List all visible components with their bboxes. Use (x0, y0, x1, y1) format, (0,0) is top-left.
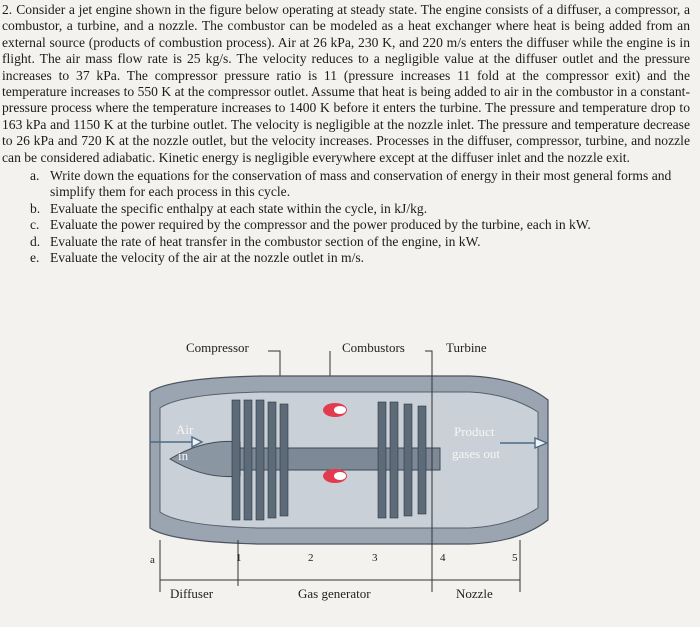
jet-engine-diagram (0, 330, 700, 627)
task-letter: b. (30, 200, 41, 216)
task-letter: c. (30, 217, 40, 233)
task-text: Evaluate the specific enthalpy at each state within the cycle, in kJ/kg. (50, 200, 428, 216)
problem-number: 2. (2, 2, 13, 17)
task-list (2, 168, 690, 266)
label-gases-out: gases out (452, 446, 501, 461)
task-item (30, 217, 690, 233)
label-air: Air (176, 422, 194, 437)
station-label: 5 (512, 552, 518, 564)
problem-intro (2, 2, 690, 166)
label-nozzle: Nozzle (456, 586, 493, 601)
task-item (30, 250, 690, 266)
task-letter: e. (30, 250, 40, 266)
combustor-flame-icon (323, 469, 347, 483)
problem-statement (2, 2, 690, 267)
label-combustors: Combustors (342, 340, 405, 355)
label-compressor: Compressor (186, 340, 249, 355)
jet-engine-figure (0, 330, 700, 627)
combustor-flame-icon (323, 403, 347, 417)
task-item (30, 234, 690, 250)
label-product: Product (454, 424, 495, 439)
task-item (30, 201, 690, 217)
station-label: a (150, 554, 155, 566)
problem-intro-text: Consider a jet engine shown in the figure below operating at steady state. The engine consists of a diffuser, a compressor, a combustor, a turbine, and a nozzle. The combustor can be modeled as a heat exchanger where heat is being added from an external source (products of combustion process). Air at 26 kPa, 230 K, and 220 m/s enters the diffuser while the engine is in flight. The air mass flow rate is 25 kg/s. The velocity reduces to a negligible value at the diffuser outlet and the pressure increases to 37 kPa. The compressor pressure ratio is 11 (pressure increases 11 fold at the compressor exit) and the temperature increases to 550 K at the compressor outlet. Assume that heat is being added to air in the combustor in a constant-pressure process where the temperature increases to 1400 K before it enters the turbine. The pressure and temperature drop to 163 kPa and 1150 K at the turbine outlet. The velocity is negligible at the nozzle inlet. The pressure and temperature decrease to 26 kPa and 720 K at the nozzle outlet, but the velocity increases. Processes in the diffuser, compressor, turbine, and nozzle can be considered adiabatic. Kinetic energy is negligible everywhere except at the diffuser inlet and the nozzle exit. (2, 2, 690, 165)
task-text: Evaluate the rate of heat transfer in the combustor section of the engine, in kW. (50, 233, 481, 249)
label-in: in (178, 448, 189, 463)
label-turbine: Turbine (446, 340, 487, 355)
task-text: Write down the equations for the conservation of mass and conservation of energy in their most general forms and simplify them for each process in this cycle. (50, 168, 672, 200)
station-label: 2 (308, 552, 314, 564)
task-text: Evaluate the velocity of the air at the nozzle outlet in m/s. (50, 250, 365, 266)
task-item (30, 168, 690, 201)
station-label: 4 (440, 552, 446, 564)
task-letter: a. (30, 168, 40, 184)
task-letter: d. (30, 233, 41, 249)
task-text: Evaluate the power required by the compressor and the power produced by the turbine, each in kW. (50, 217, 591, 233)
label-gas-generator: Gas generator (298, 586, 371, 601)
station-label: 3 (372, 552, 378, 564)
station-label: 1 (236, 552, 242, 564)
label-diffuser: Diffuser (170, 586, 214, 601)
